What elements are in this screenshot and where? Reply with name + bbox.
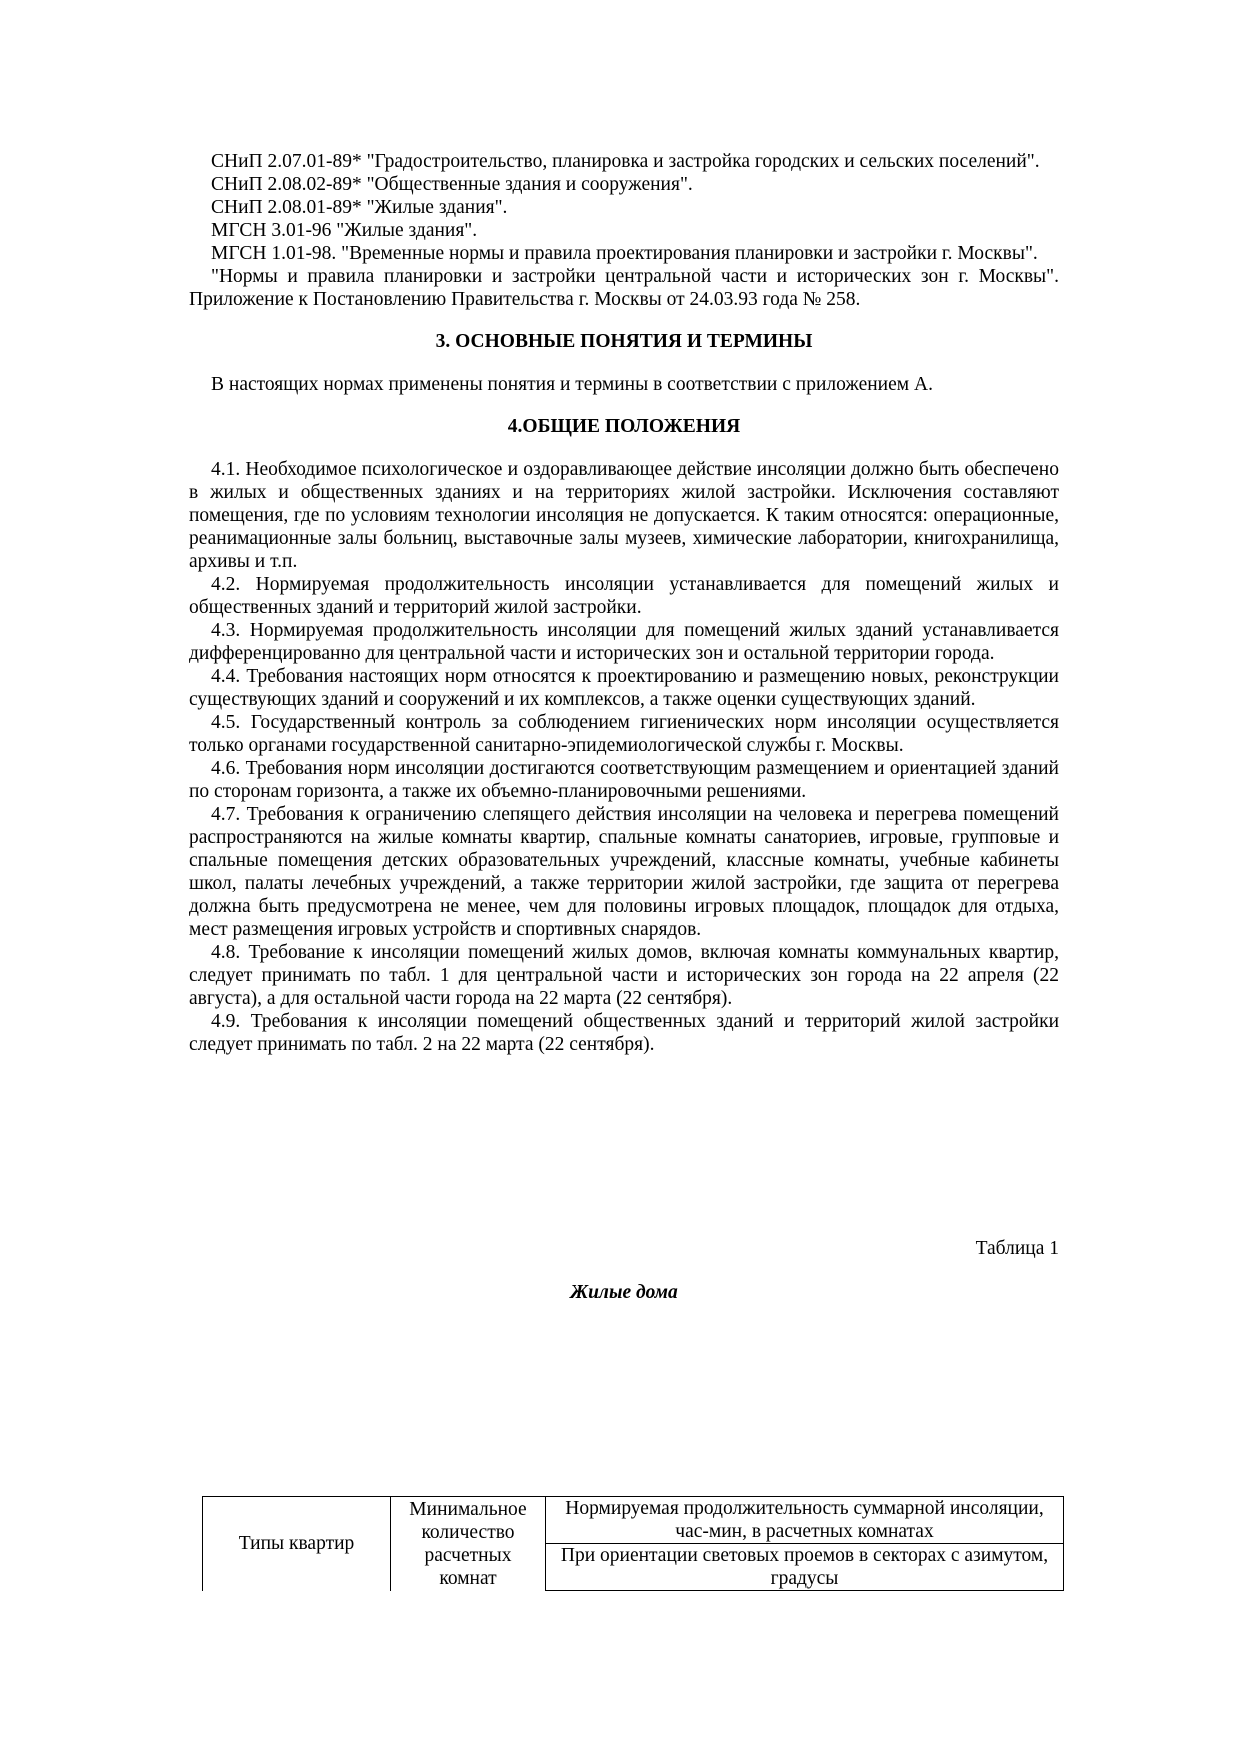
reference-item: СНиП 2.08.01-89* "Жилые здания".	[211, 197, 508, 218]
clause-paragraph: 4.5. Государственный контроль за соблюдением гигиенических норм инсоляции осуществляется только органами государственной санитарно-эпидемиологической службы г. Москвы.	[189, 712, 1059, 756]
table-header-min-rooms: Минимальное количество расчетных комнат	[391, 1497, 546, 1591]
references-list	[189, 150, 1059, 311]
document-page	[189, 150, 1059, 1305]
reference-item: МГСН 1.01-98. "Временные нормы и правила проектирования планировки и застройки г. Москвы".	[211, 243, 1038, 264]
reference-item: МГСН 3.01-96 "Жилые здания".	[211, 220, 478, 241]
reference-item: СНиП 2.08.02-89* "Общественные здания и сооружения".	[211, 174, 693, 195]
clause-paragraph: 4.8. Требование к инсоляции помещений жилых домов, включая комнаты коммунальных квартир, следует принимать по табл. 1 для центральной части и исторических зон города на 22 апреля (22 августа), а для остальной части города на 22 марта (22 сентября).	[189, 942, 1059, 1009]
clause-paragraph: 4.1. Необходимое психологическое и оздоравливающее действие инсоляции должно быть обеспечено в жилых и общественных зданиях и на территориях жилой застройки. Исключения составляют помещения, где по условиям технологии инсоляция не допускается. К таким относятся: операционные, реанимационные залы больниц, выставочные залы музеев, химические лаборатории, книгохранилища, архивы и т.п.	[189, 459, 1059, 572]
table-header-insolation-duration: Нормируемая продолжительность суммарной инсоляции, час-мин, в расчетных комнатах	[546, 1497, 1064, 1544]
reference-item: СНиП 2.07.01-89* "Градостроительство, планировка и застройка городских и сельских поселений".	[211, 151, 1040, 172]
section-4-title: 4.ОБЩИЕ ПОЛОЖЕНИЯ	[507, 416, 741, 437]
clause-paragraph: 4.3. Нормируемая продолжительность инсоляции для помещений жилых зданий устанавливается дифференцированно для центральной части и исторических зон и остальной территории города.	[189, 620, 1059, 664]
table-caption: Таблица 1	[975, 1238, 1059, 1259]
clause-paragraph: 4.4. Требования настоящих норм относятся к проектированию и размещению новых, реконструкции существующих зданий и сооружений и их комплексов, а также оценки существующих зданий.	[189, 666, 1059, 710]
section-3-title: 3. ОСНОВНЫЕ ПОНЯТИЯ И ТЕРМИНЫ	[435, 331, 813, 352]
clause-paragraph: 4.9. Требования к инсоляции помещений общественных зданий и территорий жилой застройки следует принимать по табл. 2 на 22 марта (22 сентября).	[189, 1011, 1059, 1055]
section-4-body	[189, 458, 1059, 1056]
clause-paragraph: 4.2. Нормируемая продолжительность инсоляции устанавливается для помещений жилых и общественных зданий и территорий жилой застройки.	[189, 574, 1059, 618]
clause-paragraph: 4.7. Требования к ограничению слепящего действия инсоляции на человека и перегрева помещений распространяются на жилые комнаты квартир, спальные комнаты санаториев, игровые, групповые и спальные помещения детских образовательных учреждений, классные комнаты, учебные кабинеты школ, палаты лечебных учреждений, а также территории жилой застройки, где защита от перегрева должна быть предусмотрена не менее, чем для половины игровых площадок, площадок для отдыха, мест размещения игровых устройств и спортивных снарядов.	[189, 804, 1059, 940]
table-header-apartment-types: Типы квартир	[203, 1497, 391, 1591]
table-header-orientation: При ориентации световых проемов в секторах с азимутом, градусы	[546, 1544, 1064, 1591]
section-3-text: В настоящих нормах применены понятия и термины в соответствии с приложением А.	[211, 374, 933, 395]
insolation-table	[202, 1496, 1064, 1591]
reference-item: "Нормы и правила планировки и застройки центральной части и исторических зон г. Москвы". Приложение к Постановлению Правительства г. Москвы от 24.03.93 года № 258.	[189, 266, 1059, 310]
table-title: Жилые дома	[570, 1282, 678, 1303]
clause-paragraph: 4.6. Требования норм инсоляции достигаются соответствующим размещением и ориентацией зданий по сторонам горизонта, а также их объемно-планировочными решениями.	[189, 758, 1059, 802]
